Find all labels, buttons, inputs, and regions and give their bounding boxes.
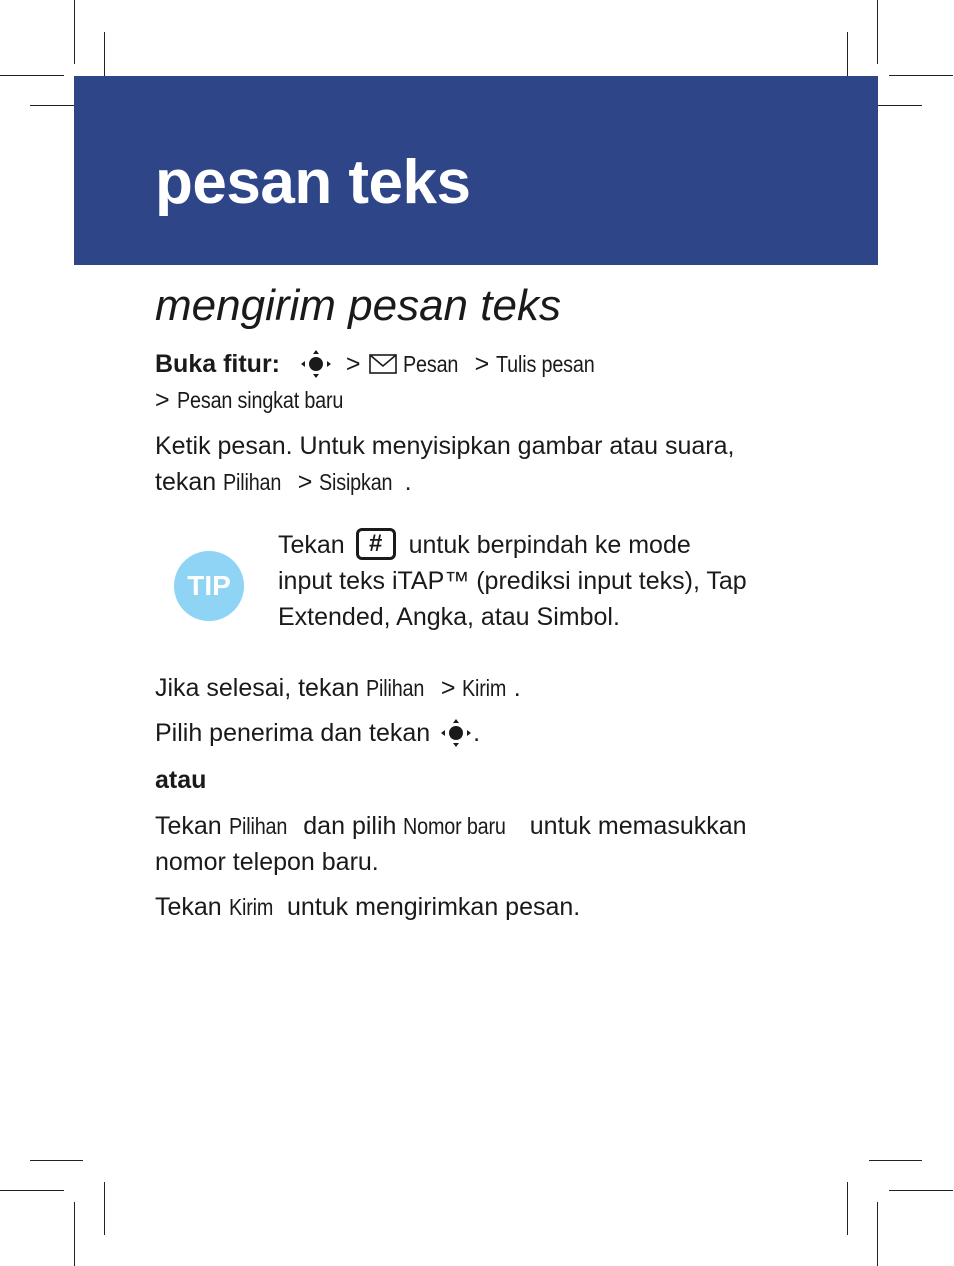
menu-item-tulis-pesan: Tulis pesan xyxy=(496,351,595,377)
crop-mark xyxy=(889,75,953,76)
crop-mark xyxy=(74,0,75,64)
path-separator: > xyxy=(155,386,170,414)
open-feature-label: Buka fitur: xyxy=(155,350,280,378)
paragraph-text: Pilih penerima dan tekan xyxy=(155,719,431,747)
menu-item-pilihan: Pilihan xyxy=(223,469,282,495)
path-separator: > xyxy=(297,468,313,496)
paragraph-text: dan pilih xyxy=(303,812,397,840)
paragraph-line: Ketik pesan. Untuk menyisipkan gambar atau suara, xyxy=(155,432,735,460)
or-label-text: atau xyxy=(155,766,207,794)
tip-text-post: untuk berpindah ke mode xyxy=(408,531,691,559)
paragraph-text: Jika selesai, tekan xyxy=(155,674,360,702)
paragraph-recipient xyxy=(155,715,795,751)
crop-mark xyxy=(869,1160,922,1161)
crop-mark xyxy=(847,1182,848,1235)
menu-item-pesan-singkat-baru: Pesan singkat baru xyxy=(176,387,343,413)
tip-line: input teks iTAP™ (prediksi input teks), Tap xyxy=(278,567,747,595)
crop-mark xyxy=(877,0,878,64)
paragraph-send xyxy=(155,889,795,925)
menu-item-nomor-baru: Nomor baru xyxy=(403,813,507,839)
paragraph-text: Tekan xyxy=(155,893,222,921)
nav-key-icon xyxy=(301,350,331,378)
crop-mark xyxy=(30,1160,83,1161)
menu-item-pilihan: Pilihan xyxy=(228,813,287,839)
tip-badge: TIP xyxy=(174,551,244,621)
section-title: mengirim pesan teks xyxy=(155,281,561,330)
menu-item-kirim: Kirim xyxy=(228,894,273,920)
menu-item-pesan: Pesan xyxy=(403,351,459,377)
menu-item-kirim: Kirim xyxy=(462,675,507,701)
paragraph-text: Tekan xyxy=(155,812,222,840)
path-separator: > xyxy=(474,350,490,378)
tip-line: Extended, Angka, atau Simbol. xyxy=(278,603,620,631)
paragraph-insert xyxy=(155,428,795,500)
paragraph-line: nomor telepon baru. xyxy=(155,848,379,876)
tip-text xyxy=(278,527,798,635)
path-separator: > xyxy=(345,350,361,378)
crop-mark xyxy=(0,75,64,76)
paragraph-finish xyxy=(155,670,795,706)
crop-mark xyxy=(74,1202,75,1266)
envelope-icon xyxy=(369,354,397,374)
page-title: pesan teks xyxy=(155,148,471,217)
paragraph-text: tekan xyxy=(155,468,217,496)
crop-mark xyxy=(889,1190,953,1191)
crop-mark xyxy=(104,1182,105,1235)
period: . xyxy=(513,674,521,702)
or-label xyxy=(155,762,795,798)
open-feature-path xyxy=(155,346,795,418)
hash-key-icon: # xyxy=(356,528,396,560)
title-band xyxy=(74,76,878,265)
crop-mark xyxy=(877,1202,878,1266)
tip-text-pre: Tekan xyxy=(278,531,345,559)
paragraph-text: untuk mengirimkan pesan. xyxy=(287,893,581,921)
period: . xyxy=(404,468,412,496)
nav-key-icon xyxy=(441,719,471,747)
crop-mark xyxy=(0,1190,64,1191)
paragraph-text: untuk memasukkan xyxy=(529,812,747,840)
menu-item-pilihan: Pilihan xyxy=(366,675,425,701)
period: . xyxy=(473,719,481,747)
paragraph-new-number xyxy=(155,808,795,880)
path-separator: > xyxy=(440,674,456,702)
menu-item-sisipkan: Sisipkan xyxy=(319,469,393,495)
